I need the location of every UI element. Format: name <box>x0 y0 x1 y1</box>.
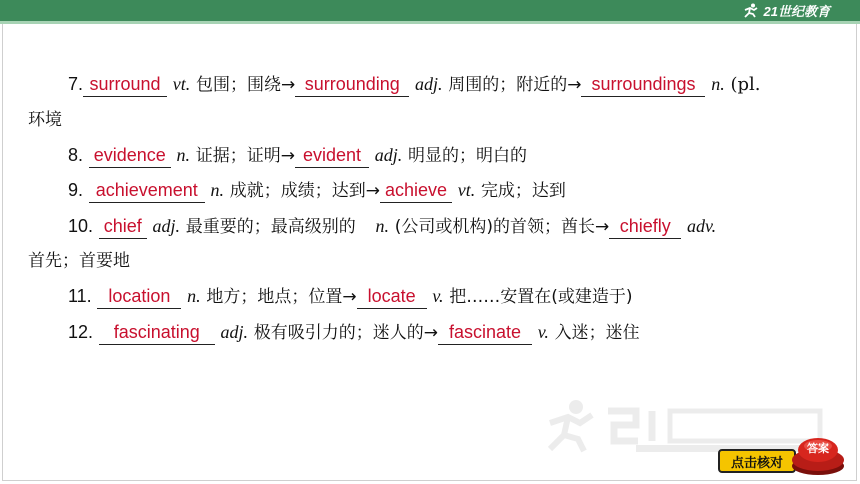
answer-blank <box>99 322 215 345</box>
meaning-text: 极有吸引力的；迷人的→ <box>253 323 438 343</box>
part-of-speech: adv. <box>686 216 717 236</box>
meaning-text: 入迷；迷住 <box>554 323 640 343</box>
part-of-speech: adj. <box>414 74 443 94</box>
answer-blank <box>295 145 369 168</box>
meaning-text: 包围；围绕→ <box>195 75 296 95</box>
item-7-line1 <box>68 72 760 96</box>
answer-blank <box>89 145 171 168</box>
answer-text: evident <box>302 145 361 165</box>
item-12 <box>68 320 640 344</box>
answer-text: surrounding <box>304 74 400 94</box>
meaning-text: 完成；达到 <box>480 181 566 201</box>
runner-logo-icon <box>742 3 760 18</box>
item-number: 10. <box>68 216 94 236</box>
answer-text: location <box>108 286 171 306</box>
part-of-speech: adj. <box>220 322 249 342</box>
answer-blank <box>609 216 681 239</box>
answer-blank <box>83 74 167 97</box>
meaning-text: (公司或机构)的首领；酋长→ <box>394 217 610 237</box>
part-of-speech: v. <box>432 286 444 306</box>
answer-text: surroundings <box>591 74 696 94</box>
item-number: 7. <box>68 74 84 94</box>
part-of-speech: vt. <box>172 74 191 94</box>
part-of-speech: n. <box>375 216 389 236</box>
meaning-text: 最重要的；最高级别的 <box>185 217 356 237</box>
item-8 <box>68 143 527 167</box>
top-bar <box>0 0 860 21</box>
meaning-text: 地方；地点；位置→ <box>206 287 357 307</box>
item-10-line1 <box>68 214 716 238</box>
meaning-text: 首先；首要地 <box>28 251 130 271</box>
answer-blank <box>97 286 181 309</box>
meaning-text: 明显的；明白的 <box>407 146 527 166</box>
answer-blank <box>357 286 427 309</box>
answer-button[interactable] <box>790 436 846 476</box>
meaning-text: 成就；成绩；达到→ <box>229 181 380 201</box>
answer-text: fascinate <box>448 322 522 342</box>
answer-text: evidence <box>93 145 166 165</box>
answer-text: locate <box>367 286 416 306</box>
answer-blank <box>295 74 409 97</box>
item-10-line2 <box>28 249 130 273</box>
item-9 <box>68 178 566 202</box>
answer-text: achieve <box>384 180 447 200</box>
meaning-text: (pl. <box>730 74 761 95</box>
answer-text: fascinating <box>113 322 200 342</box>
answer-blank <box>89 180 205 203</box>
brand-logo <box>742 2 830 19</box>
item-number: 8. <box>68 145 84 165</box>
part-of-speech: vt. <box>457 180 476 200</box>
answer-badge-label: 答案 <box>807 442 829 455</box>
answer-blank <box>438 322 532 345</box>
part-of-speech: adj. <box>152 216 181 236</box>
meaning-text: 把……安置在(或建造于) <box>449 287 633 307</box>
answer-blank <box>380 180 452 203</box>
item-number: 9. <box>68 180 84 200</box>
logo-text: 21世纪教育 <box>763 4 830 19</box>
answer-text: surround <box>89 74 161 94</box>
answer-text: chief <box>103 216 142 236</box>
answer-blank <box>99 216 147 239</box>
part-of-speech: v. <box>537 322 549 342</box>
part-of-speech: n. <box>176 145 190 165</box>
part-of-speech: n. <box>210 180 224 200</box>
answer-text: chiefly <box>619 216 671 236</box>
part-of-speech: n. <box>711 74 725 94</box>
item-7-line2 <box>28 108 62 132</box>
check-answers-button[interactable]: 点击核对 <box>718 449 796 473</box>
meaning-text: 环境 <box>28 110 62 130</box>
meaning-text: 周围的；附近的→ <box>448 75 582 95</box>
part-of-speech: adj. <box>374 145 403 165</box>
answer-text: achievement <box>95 180 198 200</box>
answer-blank <box>581 74 705 97</box>
item-11 <box>68 284 633 308</box>
item-number: 11. <box>68 286 92 306</box>
meaning-text: 证据；证明→ <box>195 146 295 166</box>
part-of-speech: n. <box>187 286 201 306</box>
item-number: 12. <box>68 322 94 342</box>
